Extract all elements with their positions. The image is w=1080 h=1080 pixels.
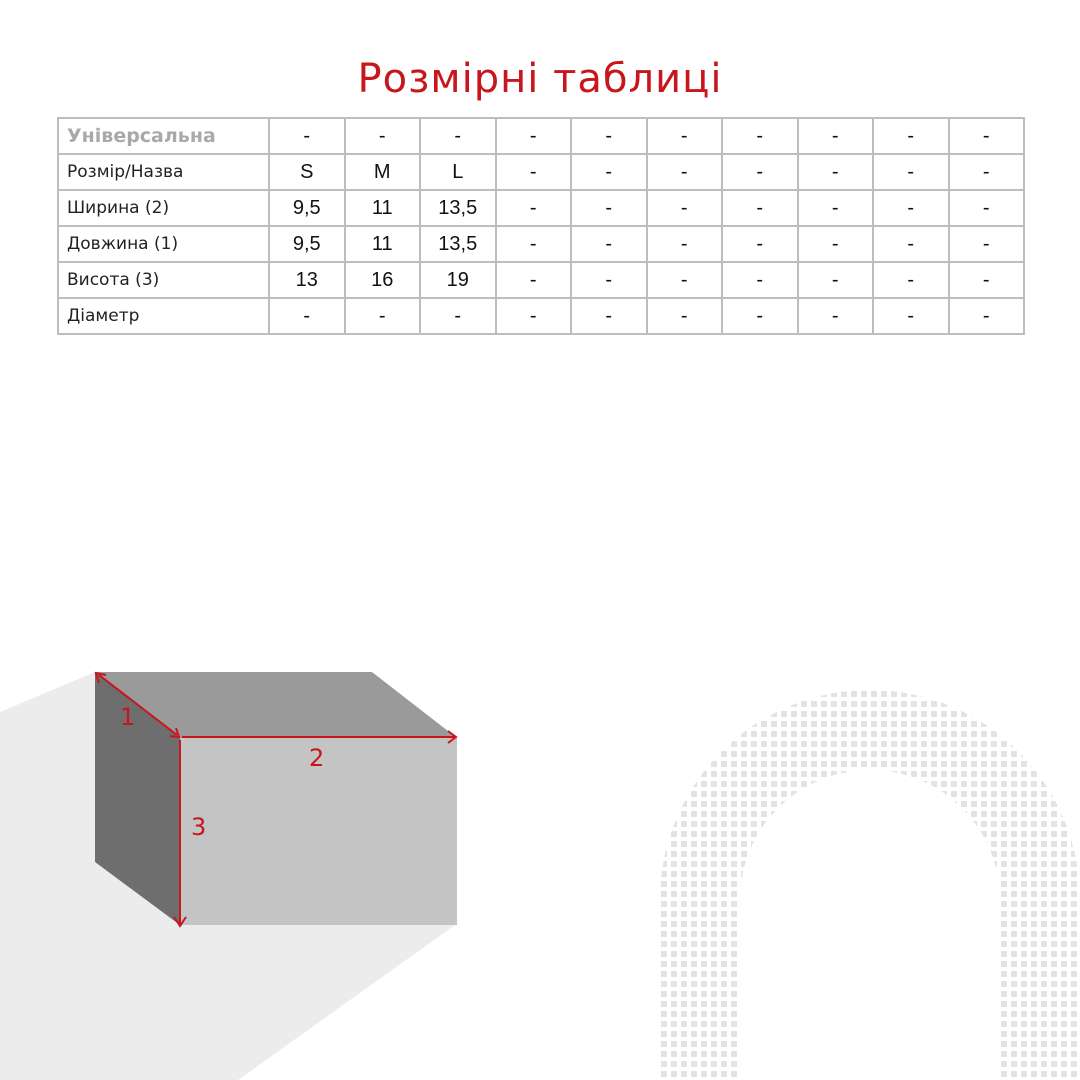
table-cell: - — [420, 118, 496, 154]
table-cell: - — [798, 190, 874, 226]
table-cell: - — [571, 118, 647, 154]
table-cell: - — [873, 154, 949, 190]
table-cell: - — [722, 154, 798, 190]
table-cell: - — [949, 262, 1025, 298]
table-cell: - — [345, 298, 421, 334]
table-cell: 13,5 — [420, 190, 496, 226]
height-label: 3 — [191, 813, 207, 841]
table-cell: 16 — [345, 262, 421, 298]
table-cell: - — [798, 154, 874, 190]
table-cell: - — [873, 190, 949, 226]
table-cell: - — [496, 262, 572, 298]
table-cell: - — [571, 226, 647, 262]
table-cell: L — [420, 154, 496, 190]
table-cell: - — [647, 190, 723, 226]
width-label: 2 — [309, 744, 325, 772]
table-cell: - — [949, 154, 1025, 190]
table-cell: S — [269, 154, 345, 190]
table-cell: - — [496, 190, 572, 226]
table-cell: - — [571, 262, 647, 298]
table-cell: M — [345, 154, 421, 190]
table-cell: - — [647, 226, 723, 262]
table-cell: - — [722, 190, 798, 226]
embroidery-ornament-icon — [660, 650, 1080, 1080]
table-cell: - — [420, 298, 496, 334]
table-cell: - — [269, 298, 345, 334]
table-cell: - — [722, 118, 798, 154]
table-cell: - — [647, 154, 723, 190]
table-cell: - — [798, 118, 874, 154]
table-cell: 11 — [345, 226, 421, 262]
table-cell: - — [345, 118, 421, 154]
table-cell: 13,5 — [420, 226, 496, 262]
table-cell: - — [722, 226, 798, 262]
table-cell: - — [722, 262, 798, 298]
table-cell: - — [873, 118, 949, 154]
row-label: Діаметр — [58, 298, 269, 334]
table-cell: - — [571, 154, 647, 190]
row-label: Висота (3) — [58, 262, 269, 298]
table-cell: - — [571, 298, 647, 334]
table-cell: - — [873, 226, 949, 262]
table-cell: - — [647, 262, 723, 298]
table-cell: - — [798, 298, 874, 334]
table-cell: - — [496, 298, 572, 334]
table-cell: 11 — [345, 190, 421, 226]
table-cell: - — [496, 118, 572, 154]
table-cell: - — [873, 298, 949, 334]
table-cell: - — [949, 226, 1025, 262]
table-cell: 9,5 — [269, 190, 345, 226]
row-label: Довжина (1) — [58, 226, 269, 262]
row-label: Розмір/Назва — [58, 154, 269, 190]
row-label: Універсальна — [58, 118, 269, 154]
table-cell: - — [798, 226, 874, 262]
table-cell: - — [647, 118, 723, 154]
table-cell: - — [496, 154, 572, 190]
length-label: 1 — [120, 703, 136, 731]
table-cell: - — [949, 118, 1025, 154]
table-cell: - — [873, 262, 949, 298]
table-cell: - — [571, 190, 647, 226]
table-cell: - — [647, 298, 723, 334]
table-cell: - — [269, 118, 345, 154]
table-cell: 9,5 — [269, 226, 345, 262]
row-label: Ширина (2) — [58, 190, 269, 226]
page-title: Розмірні таблиці — [357, 56, 723, 102]
table-cell: - — [722, 298, 798, 334]
table-cell: - — [798, 262, 874, 298]
table-cell: - — [949, 190, 1025, 226]
table-cell: 19 — [420, 262, 496, 298]
table-cell: - — [949, 298, 1025, 334]
table-cell: - — [496, 226, 572, 262]
table-cell: 13 — [269, 262, 345, 298]
